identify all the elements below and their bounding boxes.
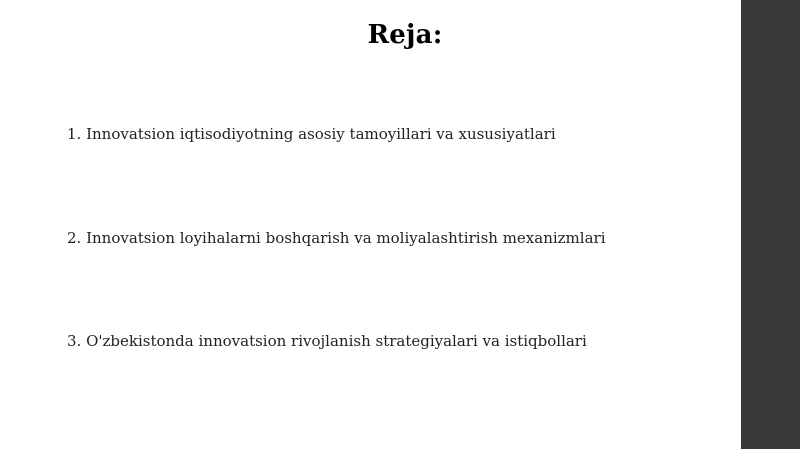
slide-title: Reja: xyxy=(367,20,443,50)
side-panel xyxy=(741,0,800,449)
list-item-1: 1. Innovatsion iqtisodiyotning asosiy tamoyillari va xususiyatlari xyxy=(67,125,556,143)
list-item-2: 2. Innovatsion loyihalarni boshqarish va moliyalashtirish mexanizmlari xyxy=(67,229,606,247)
list-item-3: 3. O'zbekistonda innovatsion rivojlanish strategiyalari va istiqbollari xyxy=(67,332,587,350)
